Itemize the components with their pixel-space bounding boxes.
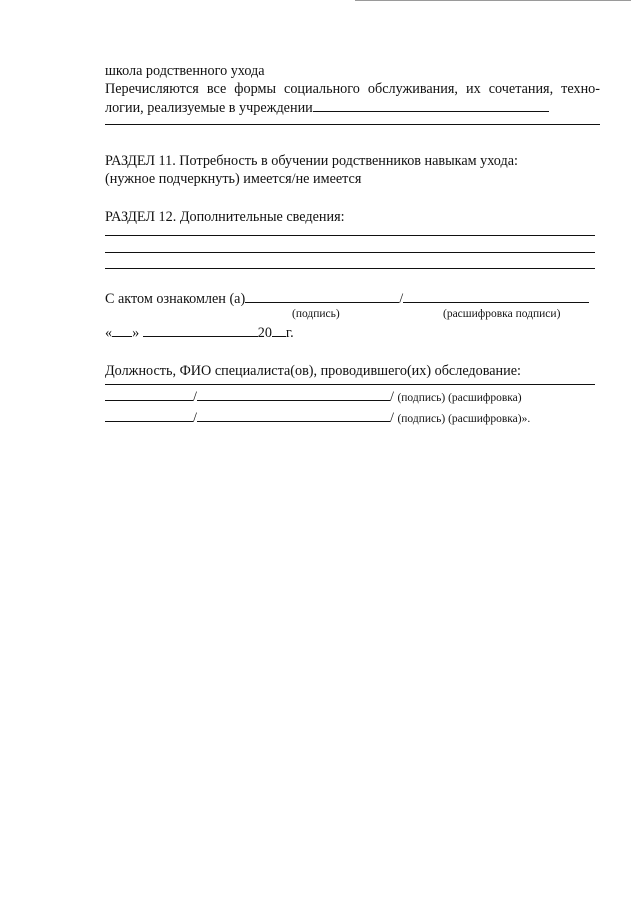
section11-value: (нужное подчеркнуть) имеется/не имеется [105,171,362,187]
specialist-1-slash-1: / [193,389,197,405]
forms-line-2-text: логии, реализуемые в учреждении [105,100,313,116]
date-year-suffix: г. [285,325,294,341]
ack-label: С актом ознакомлен (а) [105,291,246,307]
forms-blank[interactable] [313,98,549,112]
specialist-sig-row-1 [105,387,600,407]
signature-caption: (подпись) [292,308,340,320]
specialist-label: Должность, ФИО специалиста(ов), проводившего(их) обследование: [105,363,521,379]
ack-signature-field[interactable] [245,289,399,303]
specialist-1-position-field[interactable] [105,387,193,401]
date-year-field[interactable] [272,323,286,337]
ack-decode-field[interactable] [403,289,589,303]
date-open-quote: « [105,325,113,341]
section11-title: РАЗДЕЛ 11. Потребность в обучении родственников навыкам ухода: [105,153,518,169]
top-edge-rule [355,0,631,1]
specialist-1-slash-2: / [389,389,394,405]
section12-blank-line-3[interactable] [105,268,595,269]
date-day-field[interactable] [112,323,132,337]
specialist-2-slash-1: / [193,410,197,426]
specialist-2-signature-field[interactable] [197,408,390,422]
specialist-2-position-field[interactable] [105,408,193,422]
specialist-sig-row-2 [105,408,600,428]
ack-slash: / [399,291,404,307]
date-close-quote: » [132,325,140,341]
decode-caption: (расшифровка подписи) [443,308,561,320]
section12-blank-line-1[interactable] [105,235,595,236]
forms-line-2 [105,98,600,117]
section12-blank-line-2[interactable] [105,252,595,253]
section12-title: РАЗДЕЛ 12. Дополнительные сведения: [105,209,345,225]
specialist-blank-line[interactable] [105,384,595,385]
ack-captions [105,308,600,321]
forms-line-1: Перечисляются все формы социального обслуживания, их сочетания, техно- [105,81,600,97]
date-month-field[interactable] [143,323,258,337]
forms-blank-line[interactable] [105,124,600,125]
document-page [105,62,600,428]
date-year-prefix: 20 [257,325,272,341]
date-row [105,323,600,342]
specialist-2-caption: (подпись) (расшифровка)». [397,413,531,425]
specialist-1-caption: (подпись) (расшифровка) [397,392,522,404]
specialist-1-signature-field[interactable] [197,387,390,401]
school-line: школа родственного ухода [105,63,265,79]
ack-row [105,289,600,308]
specialist-2-slash-2: / [389,410,394,426]
